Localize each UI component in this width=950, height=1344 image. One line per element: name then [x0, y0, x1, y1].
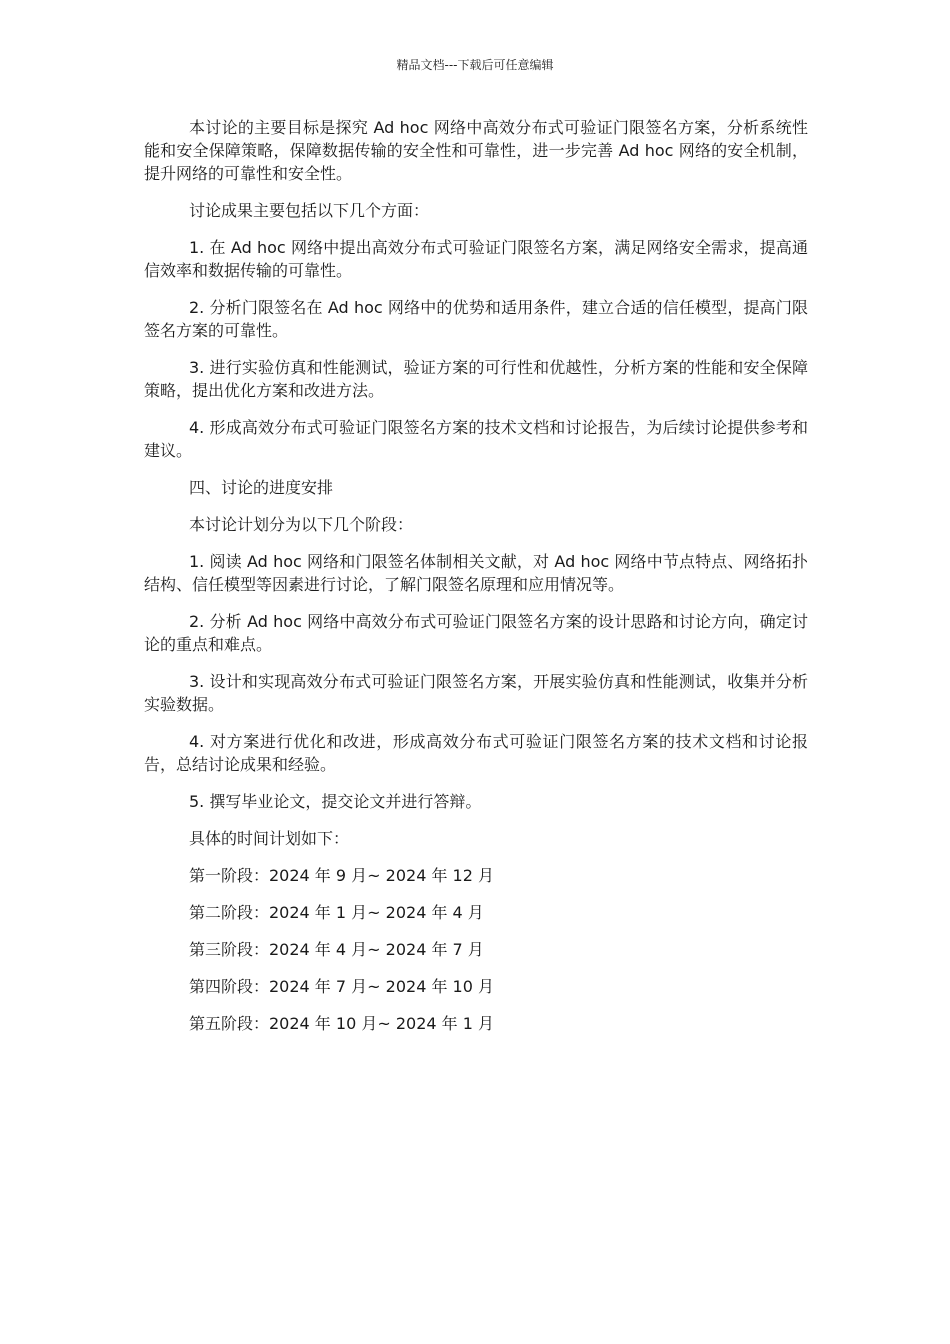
page-header: 精品文档---下载后可任意编辑: [396, 58, 554, 72]
schedule-item-5: 第五阶段：2024 年 10 月~ 2024 年 1 月: [189, 1014, 494, 1033]
paragraph-objective: 本讨论的主要目标是探究 Ad hoc 网络中高效分布式可验证门限签名方案，分析系统性能和安全保障策略，保障数据传输的安全性和可靠性，进一步完善 Ad hoc 网络的安全机制，提升网络的可靠性和安全性。: [144, 118, 808, 183]
paragraph-stages-intro: 本讨论计划分为以下几个阶段：: [189, 515, 414, 534]
paragraph-outcome-3: 3. 进行实验仿真和性能测试，验证方案的可行性和优越性，分析方案的性能和安全保障策略，提出优化方案和改进方法。: [144, 358, 808, 400]
schedule-item-2: 第二阶段：2024 年 1 月~ 2024 年 4 月: [189, 903, 484, 922]
section-heading-progress: 四、讨论的进度安排: [189, 478, 334, 497]
paragraph-stage-4: 4. 对方案进行优化和改进，形成高效分布式可验证门限签名方案的技术文档和讨论报告，总结讨论成果和经验。: [144, 732, 808, 774]
document-body: [144, 116, 808, 1049]
paragraph-schedule-intro: 具体的时间计划如下：: [189, 829, 350, 848]
paragraph-stage-2: 2. 分析 Ad hoc 网络中高效分布式可验证门限签名方案的设计思路和讨论方向，确定讨论的重点和难点。: [144, 612, 808, 654]
paragraph-outcome-2: 2. 分析门限签名在 Ad hoc 网络中的优势和适用条件，建立合适的信任模型，提高门限签名方案的可靠性。: [144, 298, 808, 340]
paragraph-outcomes-intro: 讨论成果主要包括以下几个方面：: [189, 201, 430, 220]
paragraph-stage-5: 5. 撰写毕业论文，提交论文并进行答辩。: [189, 792, 482, 811]
paragraph-outcome-4: 4. 形成高效分布式可验证门限签名方案的技术文档和讨论报告，为后续讨论提供参考和建议。: [144, 418, 808, 460]
paragraph-stage-1: 1. 阅读 Ad hoc 网络和门限签名体制相关文献，对 Ad hoc 网络中节点特点、网络拓扑结构、信任模型等因素进行讨论，了解门限签名原理和应用情况等。: [144, 552, 808, 594]
paragraph-outcome-1: 1. 在 Ad hoc 网络中提出高效分布式可验证门限签名方案，满足网络安全需求，提高通信效率和数据传输的可靠性。: [144, 238, 808, 280]
paragraph-stage-3: 3. 设计和实现高效分布式可验证门限签名方案，开展实验仿真和性能测试，收集并分析实验数据。: [144, 672, 808, 714]
schedule-item-4: 第四阶段：2024 年 7 月~ 2024 年 10 月: [189, 977, 494, 996]
schedule-item-3: 第三阶段：2024 年 4 月~ 2024 年 7 月: [189, 940, 484, 959]
schedule-item-1: 第一阶段：2024 年 9 月~ 2024 年 12 月: [189, 866, 494, 885]
